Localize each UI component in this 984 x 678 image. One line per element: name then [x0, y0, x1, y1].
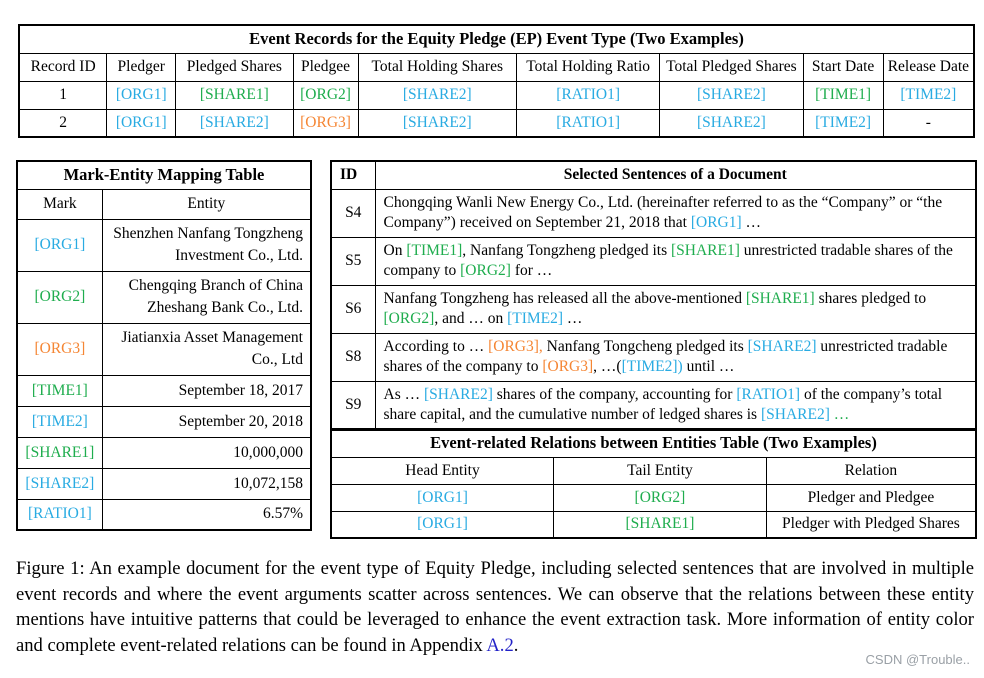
relations-table: [330, 428, 977, 539]
table-cell: Pledger with Pledged Shares: [766, 511, 976, 538]
sentence-id-cell: S6: [331, 285, 375, 333]
sentence-id-cell: S5: [331, 237, 375, 285]
mapping-row: [17, 323, 311, 375]
mapping-table-title: Mark-Entity Mapping Table: [17, 161, 311, 189]
entity-mark-cell: [ORG2]: [17, 271, 102, 323]
text-segment: As …: [383, 385, 424, 403]
entity-mark-cell: [TIME2]: [883, 81, 974, 109]
entity-mark: [TIME2]): [621, 358, 683, 375]
mapping-body: [17, 219, 311, 530]
text-segment: until …: [682, 358, 735, 375]
text-segment: for …: [510, 262, 553, 279]
entity-mark-cell: [SHARE1]: [176, 81, 293, 109]
entity-value-cell: September 18, 2017: [102, 375, 311, 406]
column-header: Record ID: [19, 53, 107, 81]
relation-row: [331, 484, 976, 511]
appendix-link[interactable]: A.2: [486, 634, 514, 656]
sentence-text-cell: [375, 381, 976, 430]
entity-mark: …: [833, 406, 850, 423]
text-segment: According to …: [383, 337, 489, 355]
sentences-header-row: [331, 161, 976, 189]
mapping-title-row: [17, 161, 311, 189]
column-header: Total Pledged Shares: [660, 53, 803, 81]
entity-mark-cell: [ORG1]: [107, 81, 176, 109]
event-records-title: Event Records for the Equity Pledge (EP) Event Type (Two Examples): [19, 25, 974, 53]
figure-caption: [16, 556, 974, 658]
column-header-entity: Entity: [102, 189, 311, 219]
entity-mark-cell: [ORG2]: [554, 484, 767, 511]
column-header-id: ID: [331, 161, 375, 189]
text-segment: …: [741, 214, 762, 231]
column-header: Pledgee: [293, 53, 358, 81]
entity-mark-cell: [ORG1]: [331, 484, 554, 511]
entity-mark: [SHARE2]: [760, 406, 830, 423]
entity-mark: [TIME1]: [406, 241, 463, 259]
entity-mark-cell: [SHARE2]: [660, 81, 803, 109]
entity-mark: [TIME2]: [507, 310, 564, 327]
relations-table-title: Event-related Relations between Entities Table (Two Examples): [331, 429, 976, 457]
entity-value-cell: Chengqing Branch of China Zheshang Bank Co., Ltd.: [102, 271, 311, 323]
entity-value-cell: 10,072,158: [102, 468, 311, 499]
sentence-row: [331, 189, 976, 237]
entity-value-cell: 6.57%: [102, 499, 311, 530]
entity-mark: [ORG1]: [690, 214, 742, 231]
text-segment: Nanfang Tongcheng pledged its: [542, 337, 748, 355]
sentences-table-title: Selected Sentences of a Document: [375, 161, 976, 189]
mark-entity-mapping-table: [16, 160, 312, 531]
event-records-table: [18, 24, 975, 138]
entity-mark-cell: [SHARE1]: [17, 437, 102, 468]
entity-mark-cell: [ORG2]: [293, 81, 358, 109]
text-segment: On: [383, 241, 407, 259]
entity-mark-cell: [SHARE2]: [176, 109, 293, 137]
event-record-row: [19, 81, 974, 109]
entity-mark: [ORG2]: [460, 262, 511, 279]
mapping-row: [17, 468, 311, 499]
column-header: Start Date: [803, 53, 883, 81]
text-segment: Nanfang Tongzheng has released all the above-mentioned: [383, 289, 746, 307]
entity-mark-cell: [SHARE2]: [660, 109, 803, 137]
text-segment: of the company’s total share capital, and the cumulative number of ledged shares is: [383, 385, 943, 423]
entity-mark-cell: [TIME1]: [803, 81, 883, 109]
entity-mark-cell: [RATIO1]: [517, 81, 660, 109]
entity-value-cell: 10,000,000: [102, 437, 311, 468]
entity-mark: [SHARE1]: [745, 289, 815, 307]
entity-mark-cell: [RATIO1]: [17, 499, 102, 530]
event-records-body: [19, 81, 974, 137]
entity-mark-cell: [TIME2]: [803, 109, 883, 137]
column-header: Pledger: [107, 53, 176, 81]
sentence-id-cell: S8: [331, 333, 375, 381]
entity-mark-cell: [ORG1]: [107, 109, 176, 137]
mapping-row: [17, 406, 311, 437]
entity-mark-cell: [ORG1]: [17, 219, 102, 271]
sentence-text-cell: [375, 285, 976, 333]
text-segment: .: [513, 634, 519, 656]
text-segment: unrestricted tradable shares of the company to: [383, 337, 948, 375]
sentence-text-cell: [375, 189, 976, 237]
sentence-row: [331, 285, 976, 333]
relations-body: [331, 484, 976, 538]
mapping-row: [17, 375, 311, 406]
column-header: Total Holding Ratio: [517, 53, 660, 81]
table-cell: 2: [19, 109, 107, 137]
sentence-text-cell: [375, 333, 976, 381]
table-cell: 1: [19, 81, 107, 109]
column-header: Total Holding Shares: [358, 53, 517, 81]
text-segment: , Nanfang Tongzheng pledged its: [462, 241, 671, 259]
entity-mark: [ORG2]: [383, 310, 435, 327]
entity-mark: [SHARE2]: [423, 385, 493, 403]
event-records-header-row: [19, 53, 974, 81]
text-segment: shares of the company, accounting for: [492, 385, 737, 403]
relation-row: [331, 511, 976, 538]
sentence-id-cell: S9: [331, 381, 375, 430]
entity-mark: [SHARE2]: [747, 337, 817, 355]
sentence-text-cell: [375, 237, 976, 285]
entity-mark: [SHARE1]: [670, 241, 740, 259]
selected-sentences-table: [330, 160, 977, 431]
entity-value-cell: Jiatianxia Asset Management Co., Ltd: [102, 323, 311, 375]
text-segment: Figure 1: An example document for the event type of Equity Pledge, including selected sentences that are involved in multiple event records and where the event arguments scatter across sentences. We can observe that the relations between these entity mentions have intuitive patterns that could be leveraged to enhance the event extraction task. More information of entity color and complete event-related relations can be found in Appendix: [16, 558, 974, 656]
entity-mark-cell: [RATIO1]: [517, 109, 660, 137]
entity-mark-cell: [TIME1]: [17, 375, 102, 406]
table-cell: Pledger and Pledgee: [766, 484, 976, 511]
entity-value-cell: September 20, 2018: [102, 406, 311, 437]
column-header: Relation: [766, 457, 976, 484]
entity-mark: [RATIO1]: [736, 385, 801, 403]
column-header: Tail Entity: [554, 457, 767, 484]
text-segment: , …(: [593, 358, 622, 375]
event-records-title-row: [19, 25, 974, 53]
text-segment: Chongqing Wanli New Energy Co., Ltd. (hereinafter referred to as the “Company” or “the Company”) received on September 21, 2018 that: [383, 193, 943, 231]
entity-mark-cell: [SHARE2]: [358, 81, 517, 109]
entity-mark: [ORG3]: [542, 358, 594, 375]
entity-value-cell: Shenzhen Nanfang Tongzheng Investment Co., Ltd.: [102, 219, 311, 271]
mapping-header-row: [17, 189, 311, 219]
entity-mark: [ORG3],: [488, 337, 543, 355]
table-cell: -: [883, 109, 974, 137]
text-segment: …: [563, 310, 583, 327]
entity-mark-cell: [SHARE2]: [17, 468, 102, 499]
entity-mark-cell: [SHARE1]: [554, 511, 767, 538]
text-segment: , and … on: [434, 310, 508, 327]
entity-mark-cell: [ORG3]: [17, 323, 102, 375]
column-header: Head Entity: [331, 457, 554, 484]
entity-mark-cell: [SHARE2]: [358, 109, 517, 137]
text-segment: unrestricted tradable shares of the company to: [383, 241, 953, 279]
mapping-row: [17, 499, 311, 530]
sentences-body: [331, 189, 976, 430]
event-record-row: [19, 109, 974, 137]
column-header: Pledged Shares: [176, 53, 293, 81]
sentence-row: [331, 381, 976, 430]
entity-mark-cell: [ORG1]: [331, 511, 554, 538]
column-header-mark: Mark: [17, 189, 102, 219]
text-segment: shares pledged to: [814, 289, 927, 307]
sentence-id-cell: S4: [331, 189, 375, 237]
relations-header-row: [331, 457, 976, 484]
mapping-row: [17, 437, 311, 468]
relations-title-row: [331, 429, 976, 457]
sentence-row: [331, 237, 976, 285]
watermark: CSDN @Trouble..: [865, 652, 970, 667]
sentence-row: [331, 333, 976, 381]
column-header: Release Date: [883, 53, 974, 81]
mapping-row: [17, 219, 311, 271]
entity-mark-cell: [TIME2]: [17, 406, 102, 437]
mapping-row: [17, 271, 311, 323]
entity-mark-cell: [ORG3]: [293, 109, 358, 137]
